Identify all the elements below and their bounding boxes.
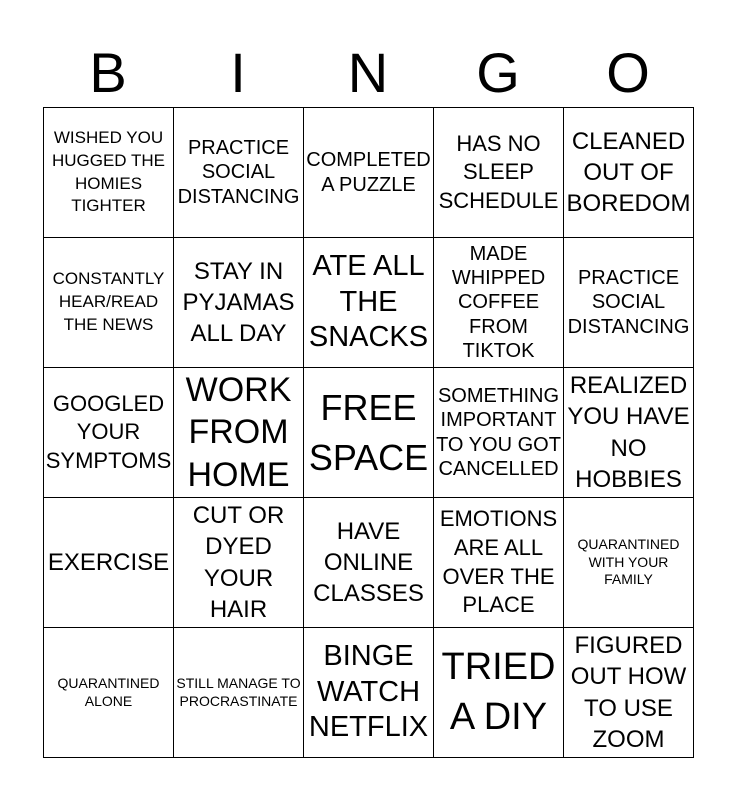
bingo-board bbox=[43, 107, 694, 758]
bingo-cell-r4-c2[interactable] bbox=[304, 628, 434, 758]
bingo-cell-r4-c4[interactable] bbox=[564, 628, 694, 758]
bingo-cell-label: PRACTICE SOCIAL DISTANCING bbox=[177, 136, 300, 208]
bingo-header bbox=[43, 40, 693, 106]
bingo-cell-r0-c4[interactable] bbox=[564, 108, 694, 238]
bingo-cell-r0-c3[interactable] bbox=[434, 108, 564, 238]
bingo-cell-label: SOMETHING IMPORTANT TO YOU GOT CANCELLED bbox=[436, 384, 561, 480]
bingo-cell-label: CONSTANTLY HEAR/READ THE NEWS bbox=[52, 269, 165, 334]
bingo-cell-r4-c1[interactable] bbox=[174, 628, 304, 758]
bingo-cell-label: MADE WHIPPED COFFEE FROM TIKTOK bbox=[451, 242, 546, 363]
bingo-cell-r2-c4[interactable] bbox=[564, 368, 694, 498]
bingo-cell-r2-c3[interactable] bbox=[434, 368, 564, 498]
bingo-cell-label: QUARANTINED ALONE bbox=[57, 675, 160, 709]
bingo-cell-r0-c0[interactable] bbox=[44, 108, 174, 238]
bingo-cell-r3-c3[interactable] bbox=[434, 498, 564, 628]
bingo-cell-label: GOOGLED YOUR SYMPTOMS bbox=[45, 390, 172, 473]
bingo-cell-r3-c2[interactable] bbox=[304, 498, 434, 628]
bingo-cell-label: FIGURED OUT HOW TO USE ZOOM bbox=[570, 632, 687, 753]
bingo-cell-label: QUARANTINED WITH YOUR FAMILY bbox=[577, 536, 680, 588]
bingo-cell-r1-c3[interactable] bbox=[434, 238, 564, 368]
bingo-cell-r1-c0[interactable] bbox=[44, 238, 174, 368]
bingo-cell-r3-c1[interactable] bbox=[174, 498, 304, 628]
bingo-cell-label: COMPLETED A PUZZLE bbox=[306, 149, 431, 196]
bingo-cell-label: HAS NO SLEEP SCHEDULE bbox=[438, 130, 559, 213]
bingo-cell-label: ATE ALL THE SNACKS bbox=[308, 250, 429, 354]
bingo-cell-free-space[interactable] bbox=[304, 368, 434, 498]
bingo-cell-label: CUT OR DYED YOUR HAIR bbox=[192, 502, 285, 623]
bingo-cell-label: WISHED YOU HUGGED THE HOMIES TIGHTER bbox=[51, 127, 166, 216]
bingo-cell-r1-c2[interactable] bbox=[304, 238, 434, 368]
bingo-cell-r3-c0[interactable] bbox=[44, 498, 174, 628]
bingo-cell-label: EMOTIONS ARE ALL OVER THE PLACE bbox=[439, 506, 558, 618]
bingo-cell-r0-c2[interactable] bbox=[304, 108, 434, 238]
bingo-cell-r0-c1[interactable] bbox=[174, 108, 304, 238]
bingo-cell-label: BINGE WATCH NETFLIX bbox=[308, 640, 429, 744]
bingo-cell-r4-c3[interactable] bbox=[434, 628, 564, 758]
bingo-cell-label: REALIZED YOU HAVE NO HOBBIES bbox=[567, 372, 690, 493]
bingo-cell-label: EXERCISE bbox=[47, 548, 170, 576]
header-letter-g: G bbox=[476, 41, 520, 104]
bingo-cell-r4-c0[interactable] bbox=[44, 628, 174, 758]
bingo-cell-label: HAVE ONLINE CLASSES bbox=[313, 517, 424, 608]
bingo-cell-label: PRACTICE SOCIAL DISTANCING bbox=[567, 266, 690, 338]
bingo-cell-label: CLEANED OUT OF BOREDOM bbox=[566, 127, 691, 218]
header-letter-b: B bbox=[89, 41, 127, 104]
bingo-cell-label: STILL MANAGE TO PROCRASTINATE bbox=[176, 675, 301, 709]
bingo-cell-r1-c4[interactable] bbox=[564, 238, 694, 368]
bingo-cell-label: FREE SPACE bbox=[308, 386, 429, 478]
bingo-cell-r2-c1[interactable] bbox=[174, 368, 304, 498]
bingo-cell-r2-c0[interactable] bbox=[44, 368, 174, 498]
bingo-cell-label: WORK FROM HOME bbox=[185, 370, 292, 494]
bingo-cell-label: TRIED A DIY bbox=[441, 646, 556, 738]
header-letter-i: I bbox=[230, 41, 246, 104]
bingo-cell-r1-c1[interactable] bbox=[174, 238, 304, 368]
header-letter-n: N bbox=[347, 41, 389, 104]
header-letter-o: O bbox=[606, 41, 650, 104]
bingo-cell-r3-c4[interactable] bbox=[564, 498, 694, 628]
bingo-cell-label: STAY IN PYJAMAS ALL DAY bbox=[182, 257, 295, 348]
